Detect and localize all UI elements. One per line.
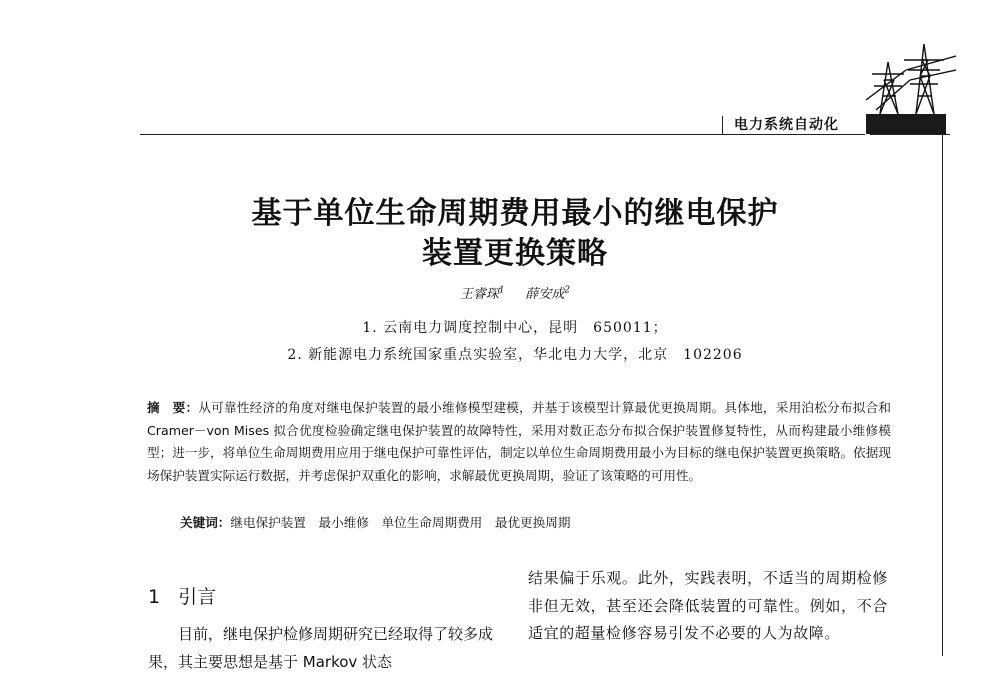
- paper-title-line1: 基于单位生命周期费用最小的继电保护: [251, 196, 779, 231]
- header-rule-right: [870, 134, 950, 135]
- abstract: [147, 397, 891, 487]
- section-number: 1: [148, 586, 161, 608]
- journal-header-band: [866, 114, 946, 134]
- journal-name: 电力系统自动化: [734, 117, 839, 133]
- paper-title-line2: 装置更换策略: [422, 236, 608, 271]
- affiliation-1: 1. 云南电力调度控制中心，昆明 650011；: [362, 320, 668, 336]
- section-title: 引言: [178, 586, 217, 608]
- header-rule: [140, 134, 865, 135]
- body-right-column: 结果偏于乐观。此外，实践表明，不适当的周期检修非但无效，甚至还会降低装置的可靠性。例如，不合适宜的超量检修容易引发不必要的人为故障。: [528, 569, 888, 642]
- author-1-affiliation-mark: 1: [498, 285, 505, 296]
- page-margin-line: [942, 134, 943, 656]
- author-2: 薛安成: [525, 287, 565, 302]
- keywords-label: 关键词：: [180, 515, 231, 530]
- abstract-label: 摘 要：: [147, 400, 199, 415]
- affiliation-2: 2. 新能源电力系统国家重点实验室，华北电力大学，北京 102206: [287, 347, 743, 363]
- section-heading: [148, 582, 216, 609]
- keywords: [180, 512, 570, 531]
- body-left-column: 目前，继电保护检修周期研究已经取得了较多成果，其主要思想是基于 Markov 状态: [148, 625, 494, 671]
- keywords-text: 继电保护装置 最小维修 单位生命周期费用 最优更换周期: [230, 515, 571, 530]
- author-2-affiliation-mark: 2: [564, 285, 571, 296]
- author-1: 王睿琛: [459, 287, 499, 302]
- author-list: [300, 283, 730, 302]
- abstract-text: 从可靠性经济的角度对继电保护装置的最小维修模型建模，并基于该模型计算最优更换周期。具体地，采用泊松分布拟合和 Cramer－von Mises 拟合优度检验确定继电保护装置的故障特性，采用对数正态分布拟合保护装置修复特性，从而构建最小维修模型；进一步，将单位生命周期费用应用于继电保护可靠性评估，制定以单位生命周期费用最小为目标的继电保护装置更换策略。依据现场保护装置实际运行数据，并考虑保护双重化的影响，求解最优更换周期，验证了该策略的可用性。: [147, 400, 892, 483]
- transmission-tower-logo: [866, 40, 956, 116]
